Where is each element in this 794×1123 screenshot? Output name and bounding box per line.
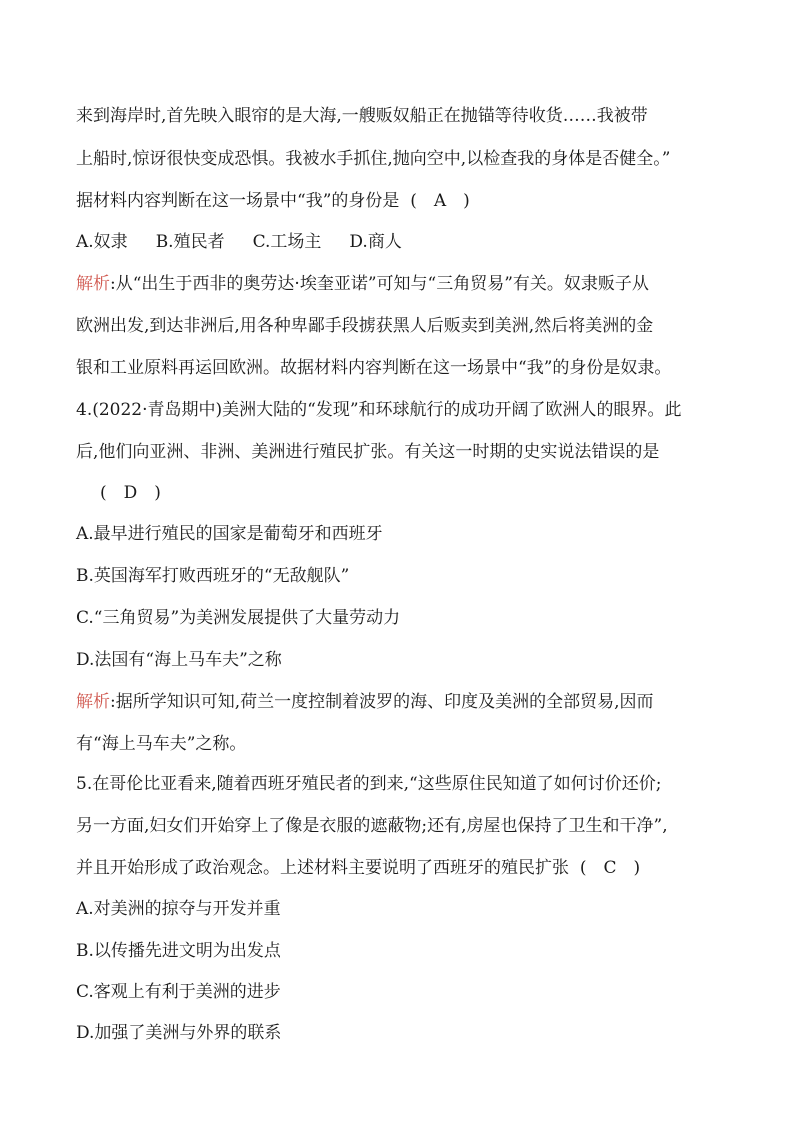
q3-analysis-line-1 — [76, 272, 649, 296]
q3-analysis-label: 解析 — [76, 274, 110, 294]
q4-stem-line-1: 4.(2022·青岛期中)美洲大陆的“发现”和环球航行的成功开阔了欧洲人的眼界。此 — [76, 400, 682, 420]
q3-options — [76, 230, 402, 254]
q5-option-b: B.以传播先进文明为出发点 — [76, 941, 281, 961]
q5-stem-line-2: 另一方面,妇女们开始穿上了像是衣服的遮蔽物;还有,房屋也保持了卫生和干净”, — [76, 816, 668, 836]
q4-option-d: D.法国有“海上马车夫”之称 — [76, 650, 282, 670]
q3-quote-line-2: 上船时,惊讶很快变成恐惧。我被水手抓住,抛向空中,以检查我的身体是否健全。” — [76, 149, 671, 169]
q5-answer: ( C ) — [579, 858, 641, 878]
q3-option-d: D.商人 — [349, 232, 402, 252]
q4-option-c: C.“三角贸易”为美洲发展提供了大量劳动力 — [76, 608, 401, 628]
q4-stem-line-2: 后,他们向亚洲、非洲、美洲进行殖民扩张。有关这一时期的史实说法错误的是 — [76, 442, 660, 462]
q3-option-a: A.奴隶 — [76, 232, 128, 252]
q4-option-b: B.英国海军打败西班牙的“无敌舰队” — [76, 566, 350, 586]
q4-answer: ( D ) — [100, 483, 161, 503]
q5-stem-line-3 — [76, 856, 640, 880]
q3-analysis-line-3: 银和工业原料再运回欧洲。故据材料内容判断在这一场景中“我”的身份是奴隶。 — [76, 358, 672, 378]
q3-analysis-text-1: :从“出生于西非的奥劳达·埃奎亚诺”可知与“三角贸易”有关。奴隶贩子从 — [110, 274, 649, 294]
q4-option-a: A.最早进行殖民的国家是葡萄牙和西班牙 — [76, 524, 383, 544]
q3-option-c: C.工场主 — [252, 232, 322, 252]
q3-analysis-line-2: 欧洲出发,到达非洲后,用各种卑鄙手段掳获黑人后贩卖到美洲,然后将美洲的金 — [76, 316, 654, 336]
q3-stem — [76, 189, 470, 213]
q5-stem-text: 并且开始形成了政治观念。上述材料主要说明了西班牙的殖民扩张 — [76, 858, 569, 878]
q4-analysis-label: 解析 — [76, 692, 110, 712]
q3-quote-line-1: 来到海岸时,首先映入眼帘的是大海,一艘贩奴船正在抛锚等待收货……我被带 — [76, 106, 648, 126]
q3-option-b: B.殖民者 — [155, 232, 225, 252]
q4-analysis-text-1: :据所学知识可知,荷兰一度控制着波罗的海、印度及美洲的全部贸易,因而 — [110, 692, 654, 712]
q5-option-a: A.对美洲的掠夺与开发并重 — [76, 899, 281, 919]
q5-option-d: D.加强了美洲与外界的联系 — [76, 1023, 282, 1043]
q5-stem-line-1: 5.在哥伦比亚看来,随着西班牙殖民者的到来,“这些原住民知道了如何讨价还价; — [76, 774, 662, 794]
q3-answer: ( A ) — [410, 191, 470, 211]
q3-stem-text: 据材料内容判断在这一场景中“我”的身份是 — [76, 191, 400, 211]
q4-analysis-line-1 — [76, 690, 654, 714]
q4-analysis-line-2: 有“海上马车夫”之称。 — [76, 734, 247, 754]
q5-option-c: C.客观上有利于美洲的进步 — [76, 982, 281, 1002]
